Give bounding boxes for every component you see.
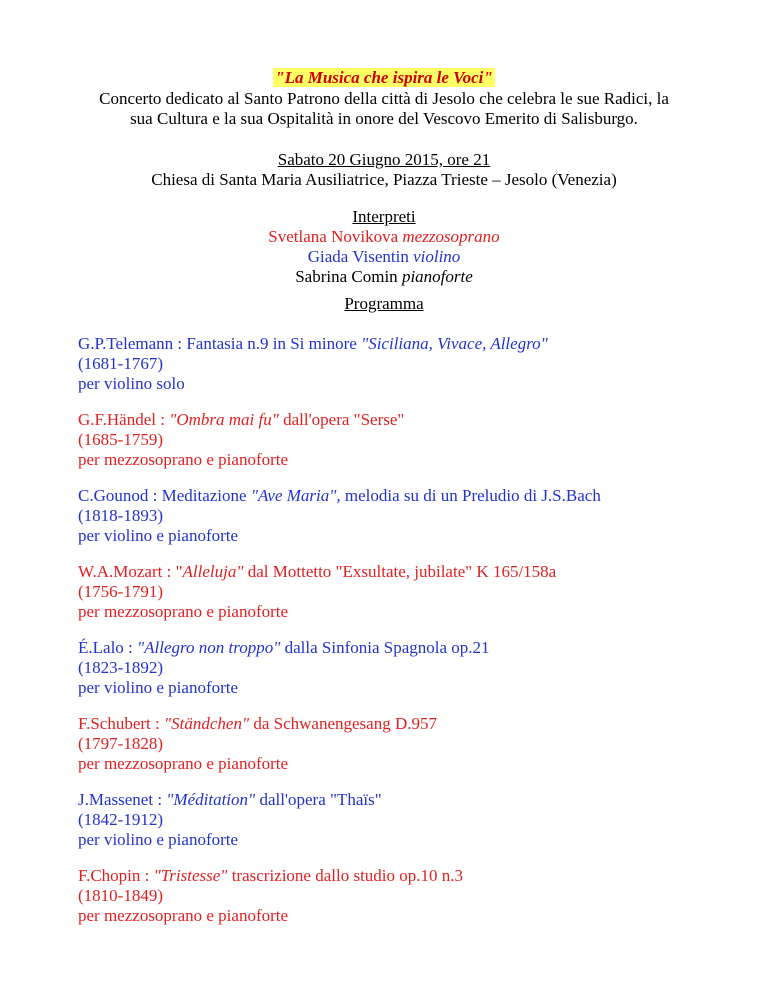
- composer-years: (1797-1828): [78, 734, 163, 753]
- programma-heading: Programma: [344, 294, 424, 313]
- composer-years: (1756-1791): [78, 582, 163, 601]
- composer-years: (1818-1893): [78, 506, 163, 525]
- work-title: "Ständchen": [164, 714, 250, 733]
- instrumentation: per mezzosoprano e pianoforte: [78, 602, 289, 621]
- performer-2: [0, 247, 768, 267]
- event-date: Sabato 20 Giugno 2015, ore 21: [277, 150, 491, 169]
- intro-text: [0, 89, 768, 129]
- program-item-7: [78, 790, 718, 850]
- instrumentation: per violino solo: [78, 374, 185, 393]
- work-title: "Tristesse": [153, 866, 228, 885]
- work-detail: melodia su di un Preludio di J.S.Bach: [340, 486, 601, 505]
- program-item-2: [78, 410, 718, 470]
- instrumentation: per violino e pianoforte: [78, 526, 239, 545]
- interpreti-heading: Interpreti: [352, 207, 416, 226]
- composer-text: J.Massenet :: [78, 790, 167, 809]
- composer-years: (1842-1912): [78, 810, 163, 829]
- composer-text: F.Schubert :: [78, 714, 164, 733]
- instrumentation: per violino e pianoforte: [78, 678, 239, 697]
- composer-text: G.P.Telemann : Fantasia n.9 in Si minore: [78, 334, 362, 353]
- performer-1: [0, 227, 768, 247]
- work-title: "Méditation": [166, 790, 256, 809]
- performer-role: mezzosoprano: [402, 227, 500, 246]
- work-detail: da Schwanengesang D.957: [249, 714, 437, 733]
- composer-years: (1823-1892): [78, 658, 163, 677]
- intro-line-1: Concerto dedicato al Santo Patrono della città di Jesolo che celebra le sue Radici, la: [99, 89, 669, 108]
- composer-years: (1685-1759): [78, 430, 163, 449]
- work-detail: trascrizione dallo studio op.10 n.3: [227, 866, 464, 885]
- program-item-4: [78, 562, 718, 622]
- concert-title-line: [0, 68, 768, 88]
- program-item-1: [78, 334, 718, 394]
- performer-role: pianoforte: [401, 267, 473, 286]
- performer-3: [0, 267, 768, 287]
- performers-section: [0, 207, 768, 287]
- program-item-3: [78, 486, 718, 546]
- instrumentation: per mezzosoprano e pianoforte: [78, 906, 289, 925]
- event-venue: Chiesa di Santa Maria Ausiliatrice, Piazza Trieste – Jesolo (Venezia): [151, 170, 617, 189]
- composer-years: (1810-1849): [78, 886, 163, 905]
- work-detail: dalla Sinfonia Spagnola op.21: [280, 638, 490, 657]
- performer-name: Svetlana Novikova: [268, 227, 399, 246]
- program-item-8: [78, 866, 718, 926]
- work-title: "Siciliana, Vivace, Allegro": [361, 334, 548, 353]
- composer-years: (1681-1767): [78, 354, 163, 373]
- concert-title: "La Musica che ispira le Voci": [275, 68, 493, 87]
- programma-heading-line: [0, 294, 768, 314]
- work-title: Alleluja": [182, 562, 244, 581]
- program-item-6: [78, 714, 718, 774]
- performer-name: Sabrina Comin: [295, 267, 398, 286]
- instrumentation: per mezzosoprano e pianoforte: [78, 450, 289, 469]
- program-item-5: [78, 638, 718, 698]
- instrumentation: per mezzosoprano e pianoforte: [78, 754, 289, 773]
- composer-text: G.F.Händel :: [78, 410, 170, 429]
- work-detail: dal Mottetto "Exsultate, jubilate" K 165/158a: [243, 562, 557, 581]
- work-title: "Allegro non troppo": [137, 638, 281, 657]
- work-detail: dall'opera "Serse": [278, 410, 405, 429]
- composer-text: É.Lalo :: [78, 638, 138, 657]
- intro-line-2: sua Cultura e la sua Ospitalità in onore del Vescovo Emerito di Salisburgo.: [130, 109, 638, 128]
- performer-role: violino: [413, 247, 461, 266]
- event-info: [0, 150, 768, 190]
- work-detail: dall'opera "Thaïs": [255, 790, 382, 809]
- work-title: "Ave Maria",: [250, 486, 341, 505]
- instrumentation: per violino e pianoforte: [78, 830, 239, 849]
- work-title: "Ombra mai fu": [169, 410, 279, 429]
- composer-text: C.Gounod : Meditazione: [78, 486, 251, 505]
- composer-text: F.Chopin :: [78, 866, 154, 885]
- performer-name: Giada Visentin: [307, 247, 409, 266]
- composer-text: W.A.Mozart : ": [78, 562, 183, 581]
